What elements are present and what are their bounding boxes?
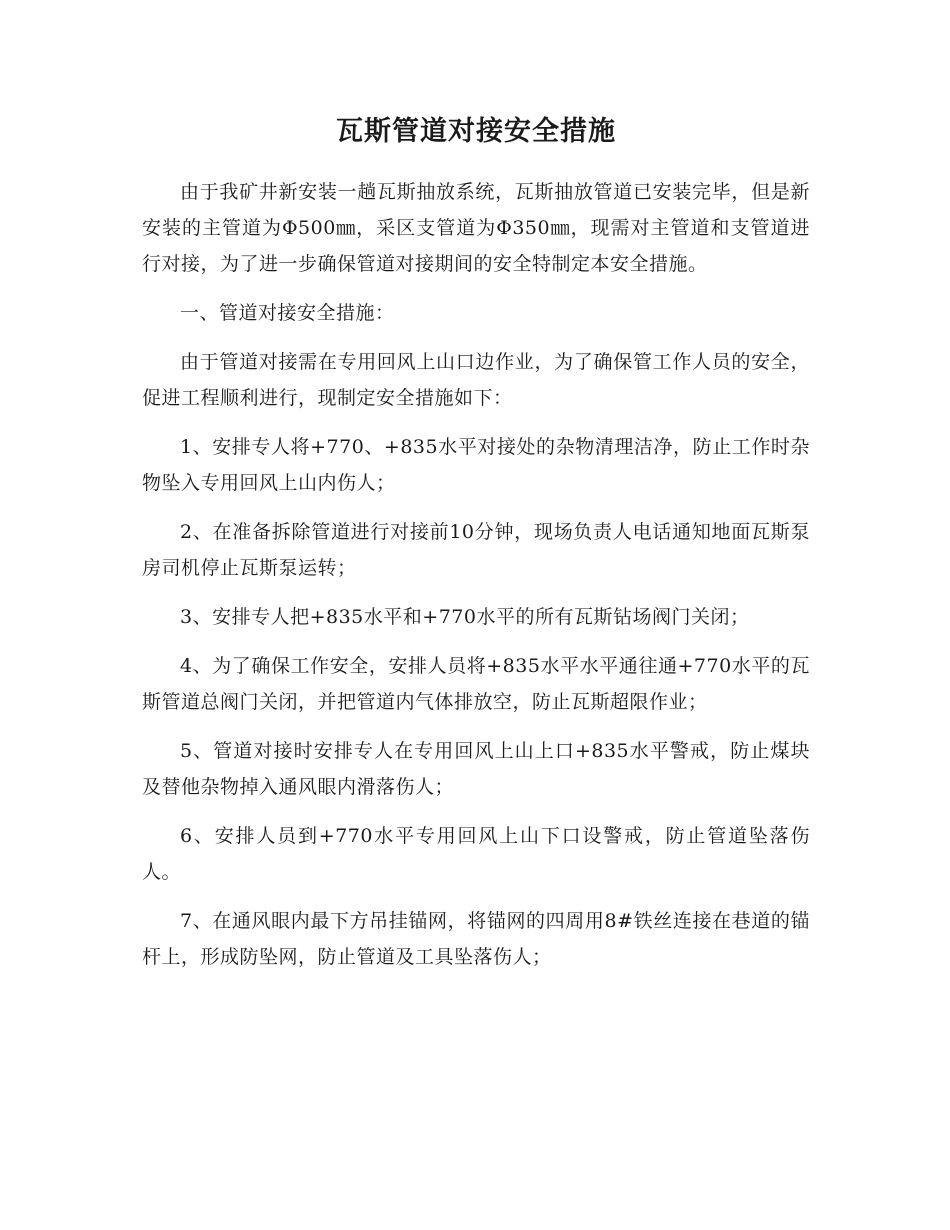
list-item-5: 5、管道对接时安排专人在专用回风上山上口+835水平警戒，防止煤块及替他杂物掉入通风眼内滑落伤人； <box>142 740 810 798</box>
section-heading: 一、管道对接安全措施： <box>180 302 395 324</box>
paragraph-preface: 由于管道对接需在专用回风上山口边作业，为了确保管工作人员的安全，促进工程顺利进行，现制定安全措施如下： <box>142 351 810 409</box>
list-item-1: 1、安排专人将+770、+835水平对接处的杂物清理洁净，防止工作时杂物坠入专用回风上山内伤人； <box>142 436 810 494</box>
list-item-2: 2、在准备拆除管道进行对接前10分钟，现场负责人电话通知地面瓦斯泵房司机停止瓦斯泵运转； <box>142 521 810 579</box>
document-page <box>142 110 810 988</box>
document-title: 瓦斯管道对接安全措施 <box>336 116 616 147</box>
paragraph-intro: 由于我矿井新安装一趟瓦斯抽放系统，瓦斯抽放管道已安装完毕，但是新安装的主管道为Φ500㎜，采区支管道为Φ350㎜，现需对主管道和支管道进行对接，为了进一步确保管道对接期间的安全特制定本安全措施。 <box>142 181 810 275</box>
list-item-3: 3、安排专人把+835水平和+770水平的所有瓦斯钻场阀门关闭； <box>180 606 750 628</box>
list-item-6: 6、安排人员到+770水平专用回风上山下口设警戒，防止管道坠落伤人。 <box>142 825 810 883</box>
list-item-4: 4、为了确保工作安全，安排人员将+835水平水平通往通+770水平的瓦斯管道总阀门关闭，并把管道内气体排放空，防止瓦斯超限作业； <box>142 655 810 713</box>
list-item-7: 7、在通风眼内最下方吊挂锚网，将锚网的四周用8#铁丝连接在巷道的锚杆上，形成防坠网，防止管道及工具坠落伤人； <box>142 910 810 968</box>
